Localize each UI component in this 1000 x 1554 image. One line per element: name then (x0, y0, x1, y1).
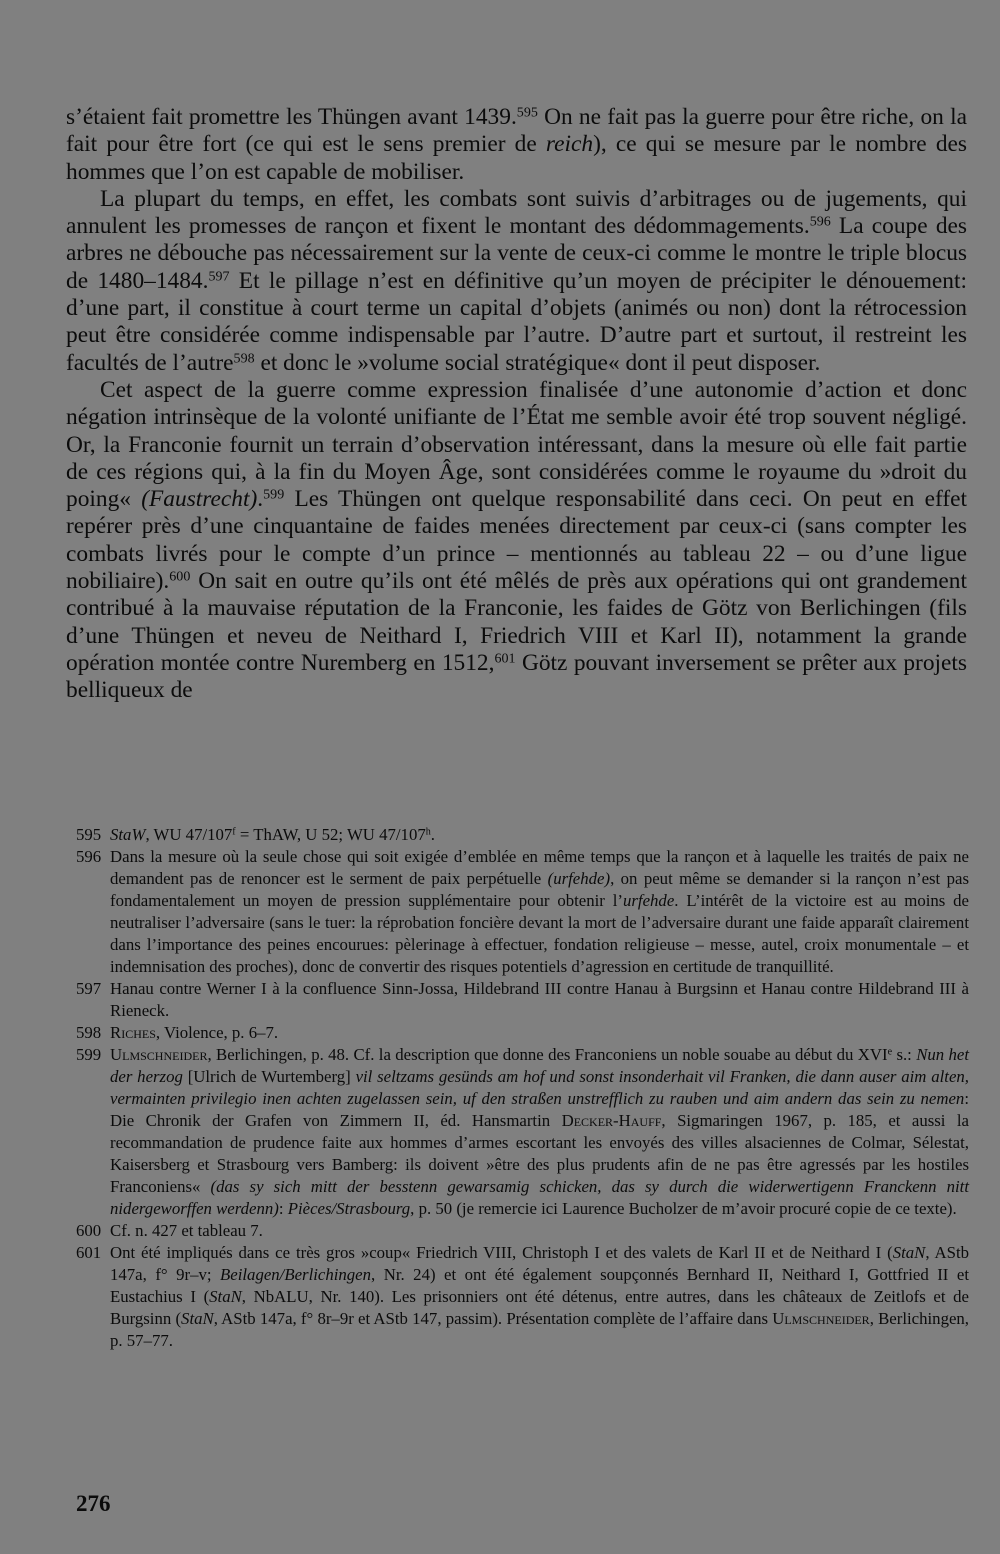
footnote-601: 601 Ont été impliqués dans ce très gros »coup« Friedrich VIII, Christoph I et des valets de Karl II et de Neithard I (StaN, AStb 147a, f° 9r–v; Beilagen/Berlichingen, Nr. 24) et ont été également soupçonnés Bernhard II, Neithard I, Gottfried II et Eustachius I (StaN, NbALU, Nr. 140). Les prisonniers ont été détenus, entre autres, dans les châteaux de Zeitlofs et de Burgsinn (StaN, AStb 147a, f° 8r–9r et AStb 147, passim). Présentation complète de l’affaire dans Ulmschneider, Berlichingen, p. 57–77. (76, 1243, 969, 1350)
footnote-ref-598[interactable]: 598 (233, 349, 255, 366)
footnote-ref-597[interactable]: 597 (208, 268, 230, 285)
footnote-596: 596 Dans la mesure où la seule chose qui soit exigée d’emblée en même temps que la rançon et à laquelle les traités de paix ne demandent pas de renoncer est le serment de paix perpétuelle (urfehde), on peut même se demander si la rançon n’est pas fondamentalement un moyen de pression supplémentaire pour obtenir l’urfehde. L’intérêt de la victoire est au moins de neutraliser l’adversaire (sans le tuer: la réprobation foncière devant la mort de l’adversaire durant une faide apparaît clairement dans l’importance des peines encourues: pèlerinage à effectuer, fondation religieuse – messe, autel, croix monumentale – et indemnisation des proches), donc de convertir des risques potentiels d’agression en certitude de tranquillité. (76, 847, 969, 976)
footnote-ref-599[interactable]: 599 (263, 486, 285, 503)
footnote-ref-595[interactable]: 595 (516, 104, 538, 121)
footnote-599: 599 Ulmschneider, Berlichingen, p. 48. Cf. la description que donne des Franconiens un noble souabe au début du XVIe s.: Nun het der herzog [Ulrich de Wurtemberg] vil seltzams gesünds am hof und sonst insonderhait vil Franken, die dann auser aim alten, vermainten privilegio inen achten zugelassen sein, uf den straßen unstrefflich zu rauben und aim andern das sein zu nemen: Die Chronik der Grafen von Zimmern II, éd. Hansmartin Decker-Hauff, Sigmaringen 1967, p. 185, et aussi la recommandation de prudence faite aux hommes d’armes escortant les envoyés des villes alsaciennes de Colmar, Sélestat, Kaisersberg et Strasbourg vers Bamberg: ils doivent »être des plus prudents afin de ne pas être agressés par les hostiles Franconiens« (das sy sich mitt der besstenn gewarsamig schicken, das sy durch die widerwertigenn Franckenn nitt nidergeworffen werdenn): Pièces/Strasbourg, p. 50 (je remercie ici Laurence Bucholzer de m’avoir procuré copie de ce texte). (76, 1045, 970, 1218)
paragraph-2: La plupart du temps, en effet, les combats sont suivis d’arbitrages ou de jugements, qui annulent les promesses de rançon et fixent le montant des dédommagements.$^{596}$ La coupe des arbres ne débouche pas nécessairement sur la vente de ceux-ci comme le montre le triple blocus de 1480–1484.$^{597}$ Et le pillage n’est en définitive qu’un moyen de précipiter le dénouement: d’une part, il constitue à court terme un capital d’objets (animés ou non) dont la rétrocession peut être considérée comme indispensable par l’autre. D’autre part et surtout, il restreint les facultés de l’autre$^{598}$ et donc le »volume social stratégique« dont il peut disposer. (66, 185, 967, 376)
footnote-598: 598 Riches, Violence, p. 6–7. (76, 1023, 279, 1042)
page-number: 276 (76, 1491, 111, 1516)
footnote-ref-596[interactable]: 596 (809, 213, 831, 230)
footnote-597: 597 Hanau contre Werner I à la confluence Sinn-Jossa, Hildebrand III contre Hanau à Burgsinn et Hanau contre Hildebrand III à Rieneck. (76, 979, 969, 1020)
paragraph-1: s’étaient fait promettre les Thüngen avant 1439.$^{595}$ On ne fait pas la guerre pour être riche, on la fait pour être fort (ce qui est le sens premier de reich), ce qui se mesure par le nombre des hommes que l’on est capable de mobiliser. (66, 104, 967, 185)
footnote-595: 595 StaW, WU $47/107^f$ = ThAW, U 52; WU 47/107$^h$. (76, 825, 435, 844)
paragraph-3: Cet aspect de la guerre comme expression finalisée d’une autonomie d’action et donc négation intrinsèque de la volonté unifiante de l’État me semble avoir été trop souvent négligé. Or, la Franconie fournit un terrain d’observation intéressant, dans la mesure où elle fait partie de ces régions qui, à la fin du Moyen Âge, sont considérées comme le royaume du »droit du poing« (Faustrecht).$^{599}$ Les Thüngen ont quelque responsabilité dans ceci. On peut en effet repérer près d’une cinquantaine de faides menées directement par ceux-ci (sans compter les combats livrés pour le compte d’un prince – mentionnés au tableau 22 – ou d’une ligue nobiliaire).$^{600}$ On sait en outre qu’ils ont été mêlés de près aux opérations qui ont grandement contribué à la mauvaise réputation de la Franconie, les faides de Götz von Berlichingen (fils d’une Thüngen et neveu de Neithard I, Friedrich VIII et Karl II), notamment la grande opération montée contre Nuremberg en 1512,$^{601}$ Götz pouvant inversement se prêter aux projets belliqueux de (66, 376, 968, 704)
footnotes (76, 824, 969, 1352)
footnote-ref-600[interactable]: 600 (169, 568, 191, 585)
footnote-ref-601[interactable]: 601 (494, 650, 516, 667)
footnote-600: 600 Cf. n. 427 et tableau 7. (76, 1221, 263, 1240)
main-text (66, 104, 967, 705)
